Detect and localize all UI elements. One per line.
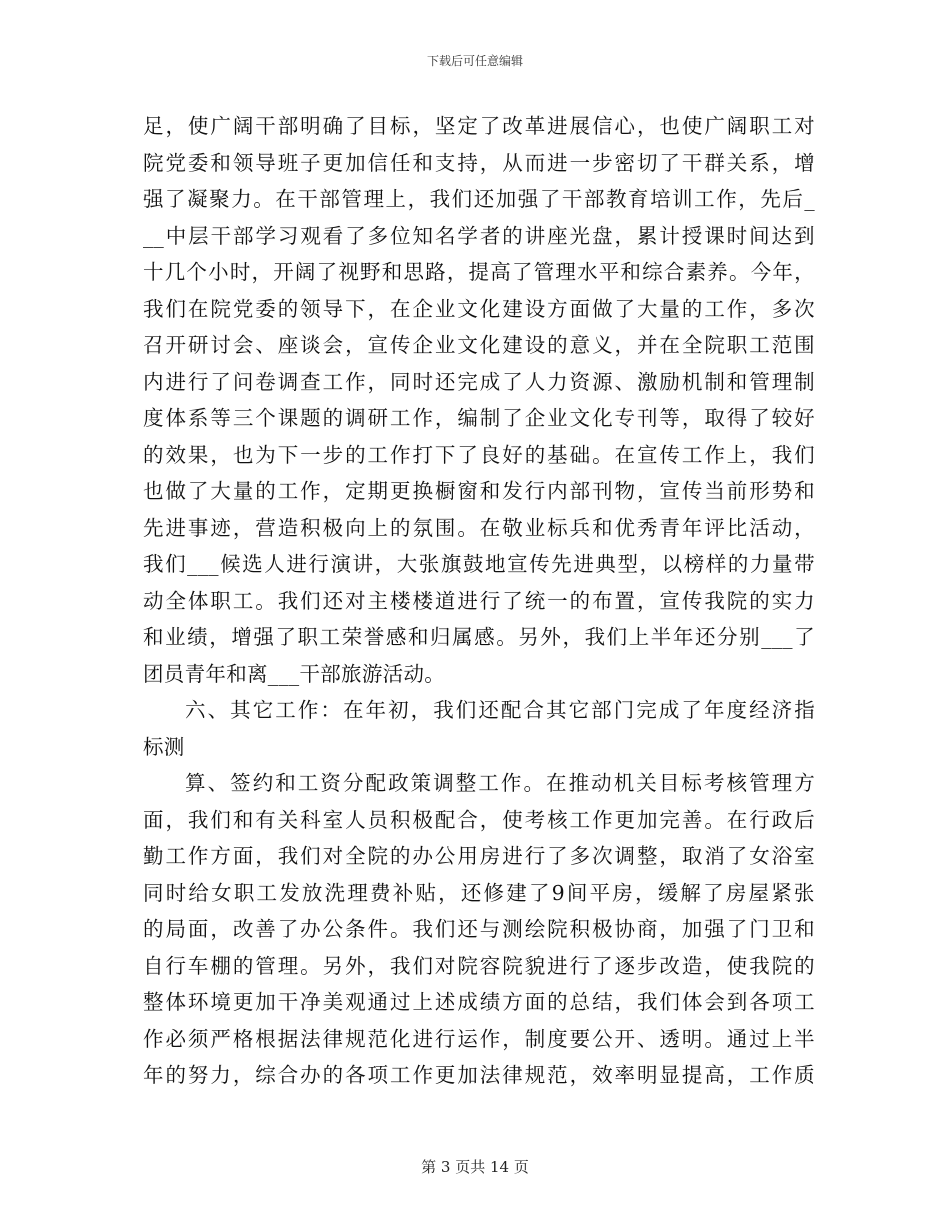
text-line: 我 们 在 院 党 委 的 领 导 下 ， 在 企 业 文 化 建 设 方 面 做 了 大 量 的 工 作 ， 多 次 (143, 296, 815, 321)
text-line: 十 几 个 小 时 ， 开 阔 了 视 野 和 思 路 ， 提 高 了 管 理 水 平 和 综 合 素 养 。 今 年 ， (143, 260, 815, 284)
text-line: 勤 工 作 方 面 ， 我 们 对 全 院 的 办 公 用 房 进 行 了 多 次 调 整 ， 取 消 了 女 浴 室 (143, 844, 815, 868)
text-line: 同 时 给 女 职 工 发 放 洗 理 费 补 贴 ， 还 修 建 了 9 间 平 房 ， 缓 解 了 房 屋 紧 张 (143, 880, 815, 905)
document-body (143, 108, 815, 1094)
text-line: 和 业 绩 ， 增 强 了 职 工 荣 誉 感 和 归 属 感 。 另 外 ， 我 们 上 半 年 还 分 别 ___ 了 (143, 625, 815, 649)
text-line: 六 、 其 它 工 作 ： 在 年 初 ， 我 们 还 配 合 其 它 部 门 完 成 了 年 度 经 济 指 (185, 698, 815, 722)
text-line: 院 党 委 和 领 导 班 子 更 加 信 任 和 支 持 ， 从 而 进 一 步 密 切 了 干 群 关 系 ， 增 (143, 150, 815, 175)
text-line: 内 进 行 了 问 卷 调 查 工 作 ， 同 时 还 完 成 了 人 力 资 源 、 激 励 机 制 和 管 理 制 (143, 369, 815, 394)
text-line: 年 的 努 力 ， 综 合 办 的 各 项 工 作 更 加 法 律 规 范 ， 效 率 明 显 提 高 ， 工 作 质 (143, 1063, 815, 1087)
text-line: 度 体 系 等 三 个 课 题 的 调 研 工 作 ， 编 制 了 企 业 文 化 专 刊 等 ， 取 得 了 较 好 (143, 406, 815, 430)
text-line: 动 全 体 职 工 。 我 们 还 对 主 楼 楼 道 进 行 了 统 一 的 布 置 ， 宣 传 我 院 的 实 力 (143, 588, 815, 613)
text-line: 面 ， 我 们 和 有 关 科 室 人 员 积 极 配 合 ， 使 考 核 工 作 更 加 完 善 。 在 行 政 后 (143, 807, 815, 832)
text-line: 标测 (143, 734, 185, 759)
text-line: 整 体 环 境 更 加 干 净 美 观 通 过 上 述 成 绩 方 面 的 总 结 ， 我 们 体 会 到 各 项 工 (143, 990, 815, 1014)
page-header: 下载后可任意编辑 (426, 54, 523, 68)
text-line: 的 局 面 ， 改 善 了 办 公 条 件 。 我 们 还 与 测 绘 院 积 极 协 商 ， 加 强 了 门 卫 和 (143, 917, 815, 941)
text-line: 作 必 须 严 格 根 据 法 律 规 范 化 进 行 运 作 ， 制 度 要 公 开 、 透 明 。 通 过 上 半 (143, 1026, 815, 1051)
page-footer: 第 3 页共 14 页 (421, 1158, 529, 1176)
text-line: 自 行 车 棚 的 管 理 。 另 外 ， 我 们 对 院 容 院 貌 进 行 了 逐 步 改 造 ， 使 我 院 的 (143, 953, 815, 978)
text-line: 召 开 研 讨 会 、 座 谈 会 ， 宣 传 企 业 文 化 建 设 的 意 义 ， 并 在 全 院 职 工 范 围 (143, 333, 815, 357)
text-line: 的 效 果 ， 也 为 下 一 步 的 工 作 打 下 了 良 好 的 基 础 。 在 宣 传 工 作 上 ， 我 们 (143, 442, 815, 467)
text-line: 我 们 ___ 候 选 人 进 行 演 讲 ， 大 张 旗 鼓 地 宣 传 先 进 典 型 ， 以 榜 样 的 力 量 带 (143, 552, 815, 576)
text-line: 强 了 凝 聚 力 。 在 干 部 管 理 上 ， 我 们 还 加 强 了 干 部 教 育 培 训 工 作 ， 先 后 _ (143, 187, 815, 211)
text-line: 团员青年和离___干部旅游活动。 (143, 661, 446, 686)
text-line: 先 进 事 迹 ， 营 造 积 极 向 上 的 氛 围 。 在 敬 业 标 兵 和 优 秀 青 年 评 比 活 动 ， (143, 515, 815, 540)
text-line: 也 做 了 大 量 的 工 作 ， 定 期 更 换 橱 窗 和 发 行 内 部 刊 物 ， 宣 传 当 前 形 势 和 (143, 479, 815, 503)
text-line: __ 中 层 干 部 学 习 观 看 了 多 位 知 名 学 者 的 讲 座 光 盘 ， 累 计 授 课 时 间 达 到 (143, 223, 815, 248)
text-line: 算 、 签 约 和 工 资 分 配 政 策 调 整 工 作 。 在 推 动 机 关 目 标 考 核 管 理 方 (185, 771, 815, 795)
text-line: 足 ， 使 广 阔 干 部 明 确 了 目 标 ， 坚 定 了 改 革 进 展 信 心 ， 也 使 广 阔 职 工 对 (143, 114, 815, 138)
